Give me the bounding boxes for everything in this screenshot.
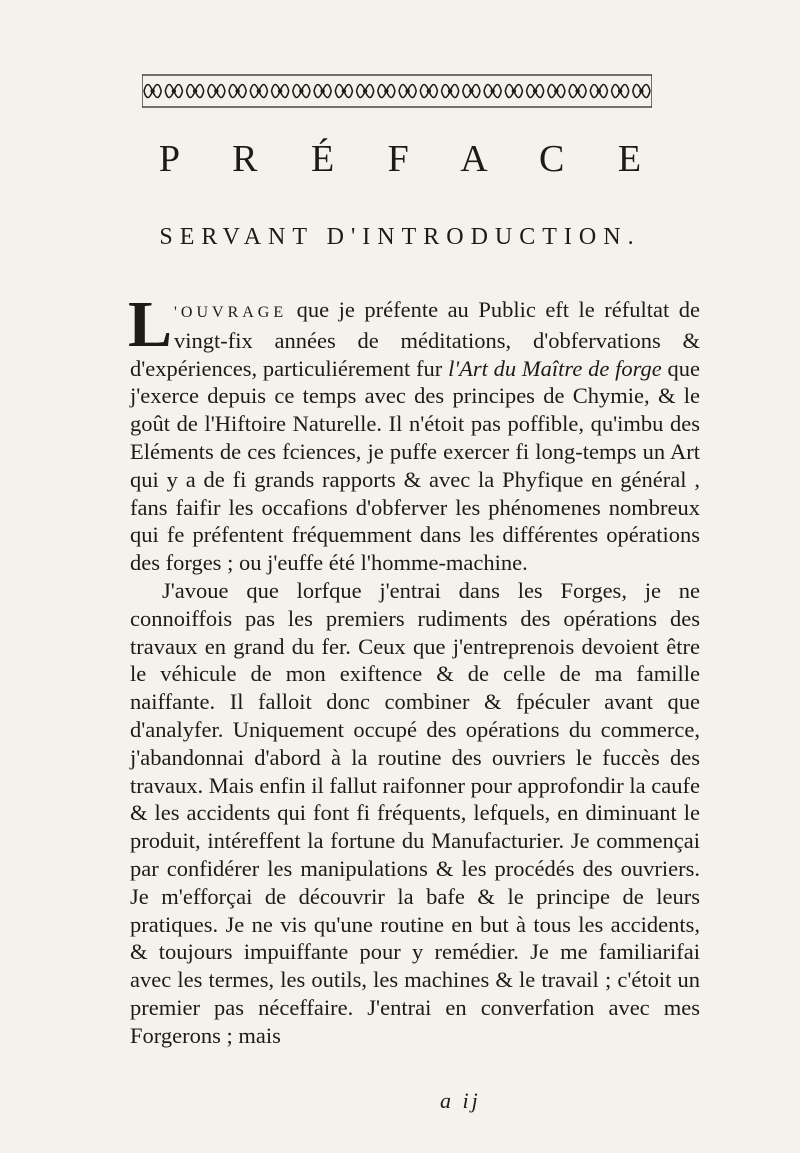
ornament-dot [257, 89, 261, 93]
paragraph-2: J'avoue que lorfque j'entrai dans les Forges, je ne connoiffois pas les premiers rudiments des opérations des travaux en grand du fer. Ceux que j'entreprenois devoient être le véhicule de mon exiftence & de celle de ma famille naiffante. Il falloit donc combiner & fpéculer avant que d'analyfer. Uniquement occupé des opérations du commerce, j'abandonnai d'abord à la routine des ouvriers le fuccès des travaux. Mais enfin il fallut raifonner pour approfondir la caufe & les accidents qui font fi fréquents, lefquels, en diminuant le produit, intéreffent la fortune du Manufacturier. Je commençai par confidérer les manipulations & les procédés des ouvriers. Je m'efforçai de découvrir la bafe & le principe de leurs pratiques. Je ne vis qu'une routine en but à tous les accidents, & toujours impuiffante pour y remédier. Je me familiarifai avec les termes, les outils, les machines & le travail ; c'étoit un premier pas néceffaire. J'entrai en converfation avec mes Forgerons ; mais [130, 577, 700, 1048]
page-title: P R É F A C E [158, 138, 664, 180]
ornament-dot [618, 89, 622, 93]
ornament-dot [172, 89, 176, 93]
ornament-dot [214, 89, 218, 93]
ornament-dot [512, 89, 516, 93]
ornament-dot [384, 89, 388, 93]
ornament-dot [490, 89, 494, 93]
ornament-dot [448, 89, 452, 93]
signature-mark: a ij [440, 1088, 481, 1113]
ornament-dot [575, 89, 579, 93]
body-text [128, 288, 700, 1050]
ornament-dot [363, 89, 367, 93]
ornament-dot [320, 89, 324, 93]
paragraph-1 [128, 288, 700, 577]
lead-word: 'OUVRAGE [174, 304, 288, 321]
ornament-dot [342, 89, 346, 93]
ornamental-headpiece [142, 72, 652, 110]
paragraph-1-text: que je préfente au Public eft le réfultat de vingt-fix années de méditations, d'obfervations & d'expériences, particuliérement fur [130, 297, 700, 381]
paragraph-1-end: que j'exerce depuis ce temps avec des principes de Chymie, & le goût de l'Hiftoire Naturelle. Il n'étoit pas poffible, qu'imbu des Eléments de ces fciences, je puffe exercer fi long-temps un Art qui y a de fi grands rapports & avec la Phyfique en général , fans faifir les occafions d'obferver les phénomenes nombreux qui fe préfentent fréquemment dans les différentes opérations des forges ; ou j'euffe été l'homme-machine. [130, 355, 700, 576]
ornament-dot [427, 89, 431, 93]
ornament-dot [235, 89, 239, 93]
italic-title: l'Art du Maître de forge [448, 355, 662, 381]
ornament-dot [469, 89, 473, 93]
ornament-dot [597, 89, 601, 93]
ornament-dot [193, 89, 197, 93]
ornament-dot [299, 89, 303, 93]
ornament-dot [278, 89, 282, 93]
ornament-dot [150, 89, 154, 93]
ornament-dot [554, 89, 558, 93]
ornament-dot [405, 89, 409, 93]
ornament-dot [639, 89, 643, 93]
page-subtitle: SERVANT D'INTRODUCTION. [159, 224, 641, 250]
ornament-dot [533, 89, 537, 93]
drop-cap: L [128, 288, 173, 361]
